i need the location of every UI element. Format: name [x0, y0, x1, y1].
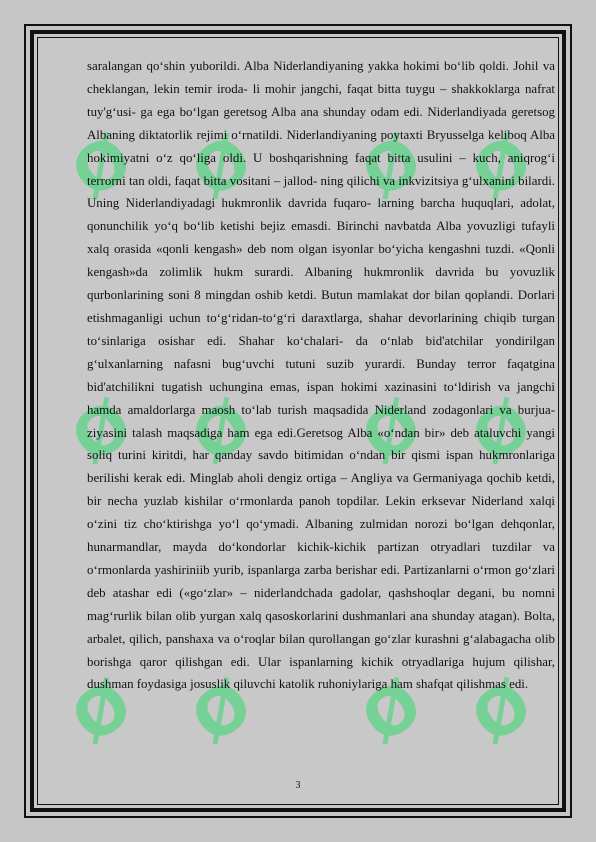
body-text: saralangan qo‘shin yuborildi. Alba Niderlandiyaning yakka hokimi bo‘lib qoldi. Johil va cheklangan, lekin temir iroda- li mohir jangchi, faqat bitta tuygu – shakkoklarga nafrat tuy'g‘usi- ga ega bo‘lgan geretsog Alba ana shunday odam edi. Niderlandiyada geretsog Albaning diktatorlik rejimi o‘rnatildi. Niderlandiyaning poytaxti Bryusselga keliboq Alba hokimiyatni o‘z qo‘liga oldi. U boshqarishning faqat bitta usulini – kuch, aniqrog‘i terrorni tan oldi, faqat bitta vositani – jallod- ning qilichi va inkvizitsiya g‘ulxanini bilardi. Uning Niderlandiyadagi hukmronlik davrida fuqaro- larning barcha huquqlari, adolat, qonunchilik yo‘q bo‘lib ketishi bejiz emasdi. Birinchi navbatda Alba yovuzligi tufayli xalq orasida «qonli kengash» deb nom olgan isyonlar bo‘yicha kengashni tuzdi. «Qonli kengash»da zolimlik hukm surardi. Albaning hukmronlik davrida bu yovuzlik qurbonlarining soni 8 mingdan oshib ketdi. Butun mamlakat dor bilan qoplandi. Dorlari etishmaganligi uchun to‘g‘ridan-to‘g‘ri daraxtlarga, shahar devorlarining chiqib turgan to‘sinlariga osishar edi. Shahar ko‘chalari- da o‘nlab bid'atchilar yondirilgan g‘ulxanlarning nafasni bug‘uvchi tutuni suzib yurardi. Bunday terror faqatgina bid'atchilikni tugatish uchungina emas, ispan hokimi xazinasini to‘ldirish va jangchi hamda amaldorlarga maosh to‘lab turish maqsadida Niderland zodagonlari va burjua- ziyasini talash maqsadiga ham ega edi.Geretsog Alba «o‘ndan bir» deb ataluvchi yangi soliq turini kiritdi, har qanday savdo bitimidan o‘ndan bir qismi ispan hukmronlariga berilishi kerak edi. Minglab aholi dengiz ortiga – Angliya va Germaniyaga qochib ketdi, bir necha yuzlab kishilar o‘rmonlarda panoh topdilar. Lekin erksevar Niderland xalqi o‘zini tiz cho‘ktirishga yo‘l qo‘ymadi. Albaning zulmidan norozi bo‘lgan dehqonlar, hunarmandlar, mayda do‘kondorlar kichik-kichik partizan otryadlari tuzdilar va o‘rmonlarda yashiriniib yurib, ispanlarga zarba berishar edi. Partizanlarni o‘rmon go‘zlari deb atashar edi («go‘zlar» – niderlandchada gadolar, qashshoqlar degani, bu nomni mag‘rurlik bilan olib yurgan xalq qasoskorlarini dushmanlari ana shunday atagan). Bolta, arbalet, qilich, panshaxa va o‘roqlar bilan qurollangan go‘zlar kurashni g‘alabagacha olib borishga qaror qilishgan edi. Ular ispanlarning kichik otryadlariga hujum qilishar, dushman foydasiga josuslik qiluvchi katolik ruhoniylariga ham shafqat qilishmas edi.	[87, 59, 555, 692]
watermark-glyph: Ø	[178, 120, 268, 214]
watermark-glyph: Ø	[58, 120, 148, 214]
watermark-glyph: Ø	[458, 120, 548, 214]
watermark-glyph: Ø	[348, 120, 438, 214]
watermark-glyph: Ø	[178, 385, 268, 479]
watermark-glyph: Ø	[348, 385, 438, 479]
watermark-glyph: Ø	[458, 665, 548, 759]
watermark-glyph: Ø	[58, 665, 148, 759]
watermark-glyph: Ø	[178, 665, 268, 759]
page-number: 3	[295, 780, 301, 791]
watermark-glyph: Ø	[458, 385, 548, 479]
watermark-glyph: Ø	[348, 665, 438, 759]
watermark-glyph: Ø	[58, 385, 148, 479]
